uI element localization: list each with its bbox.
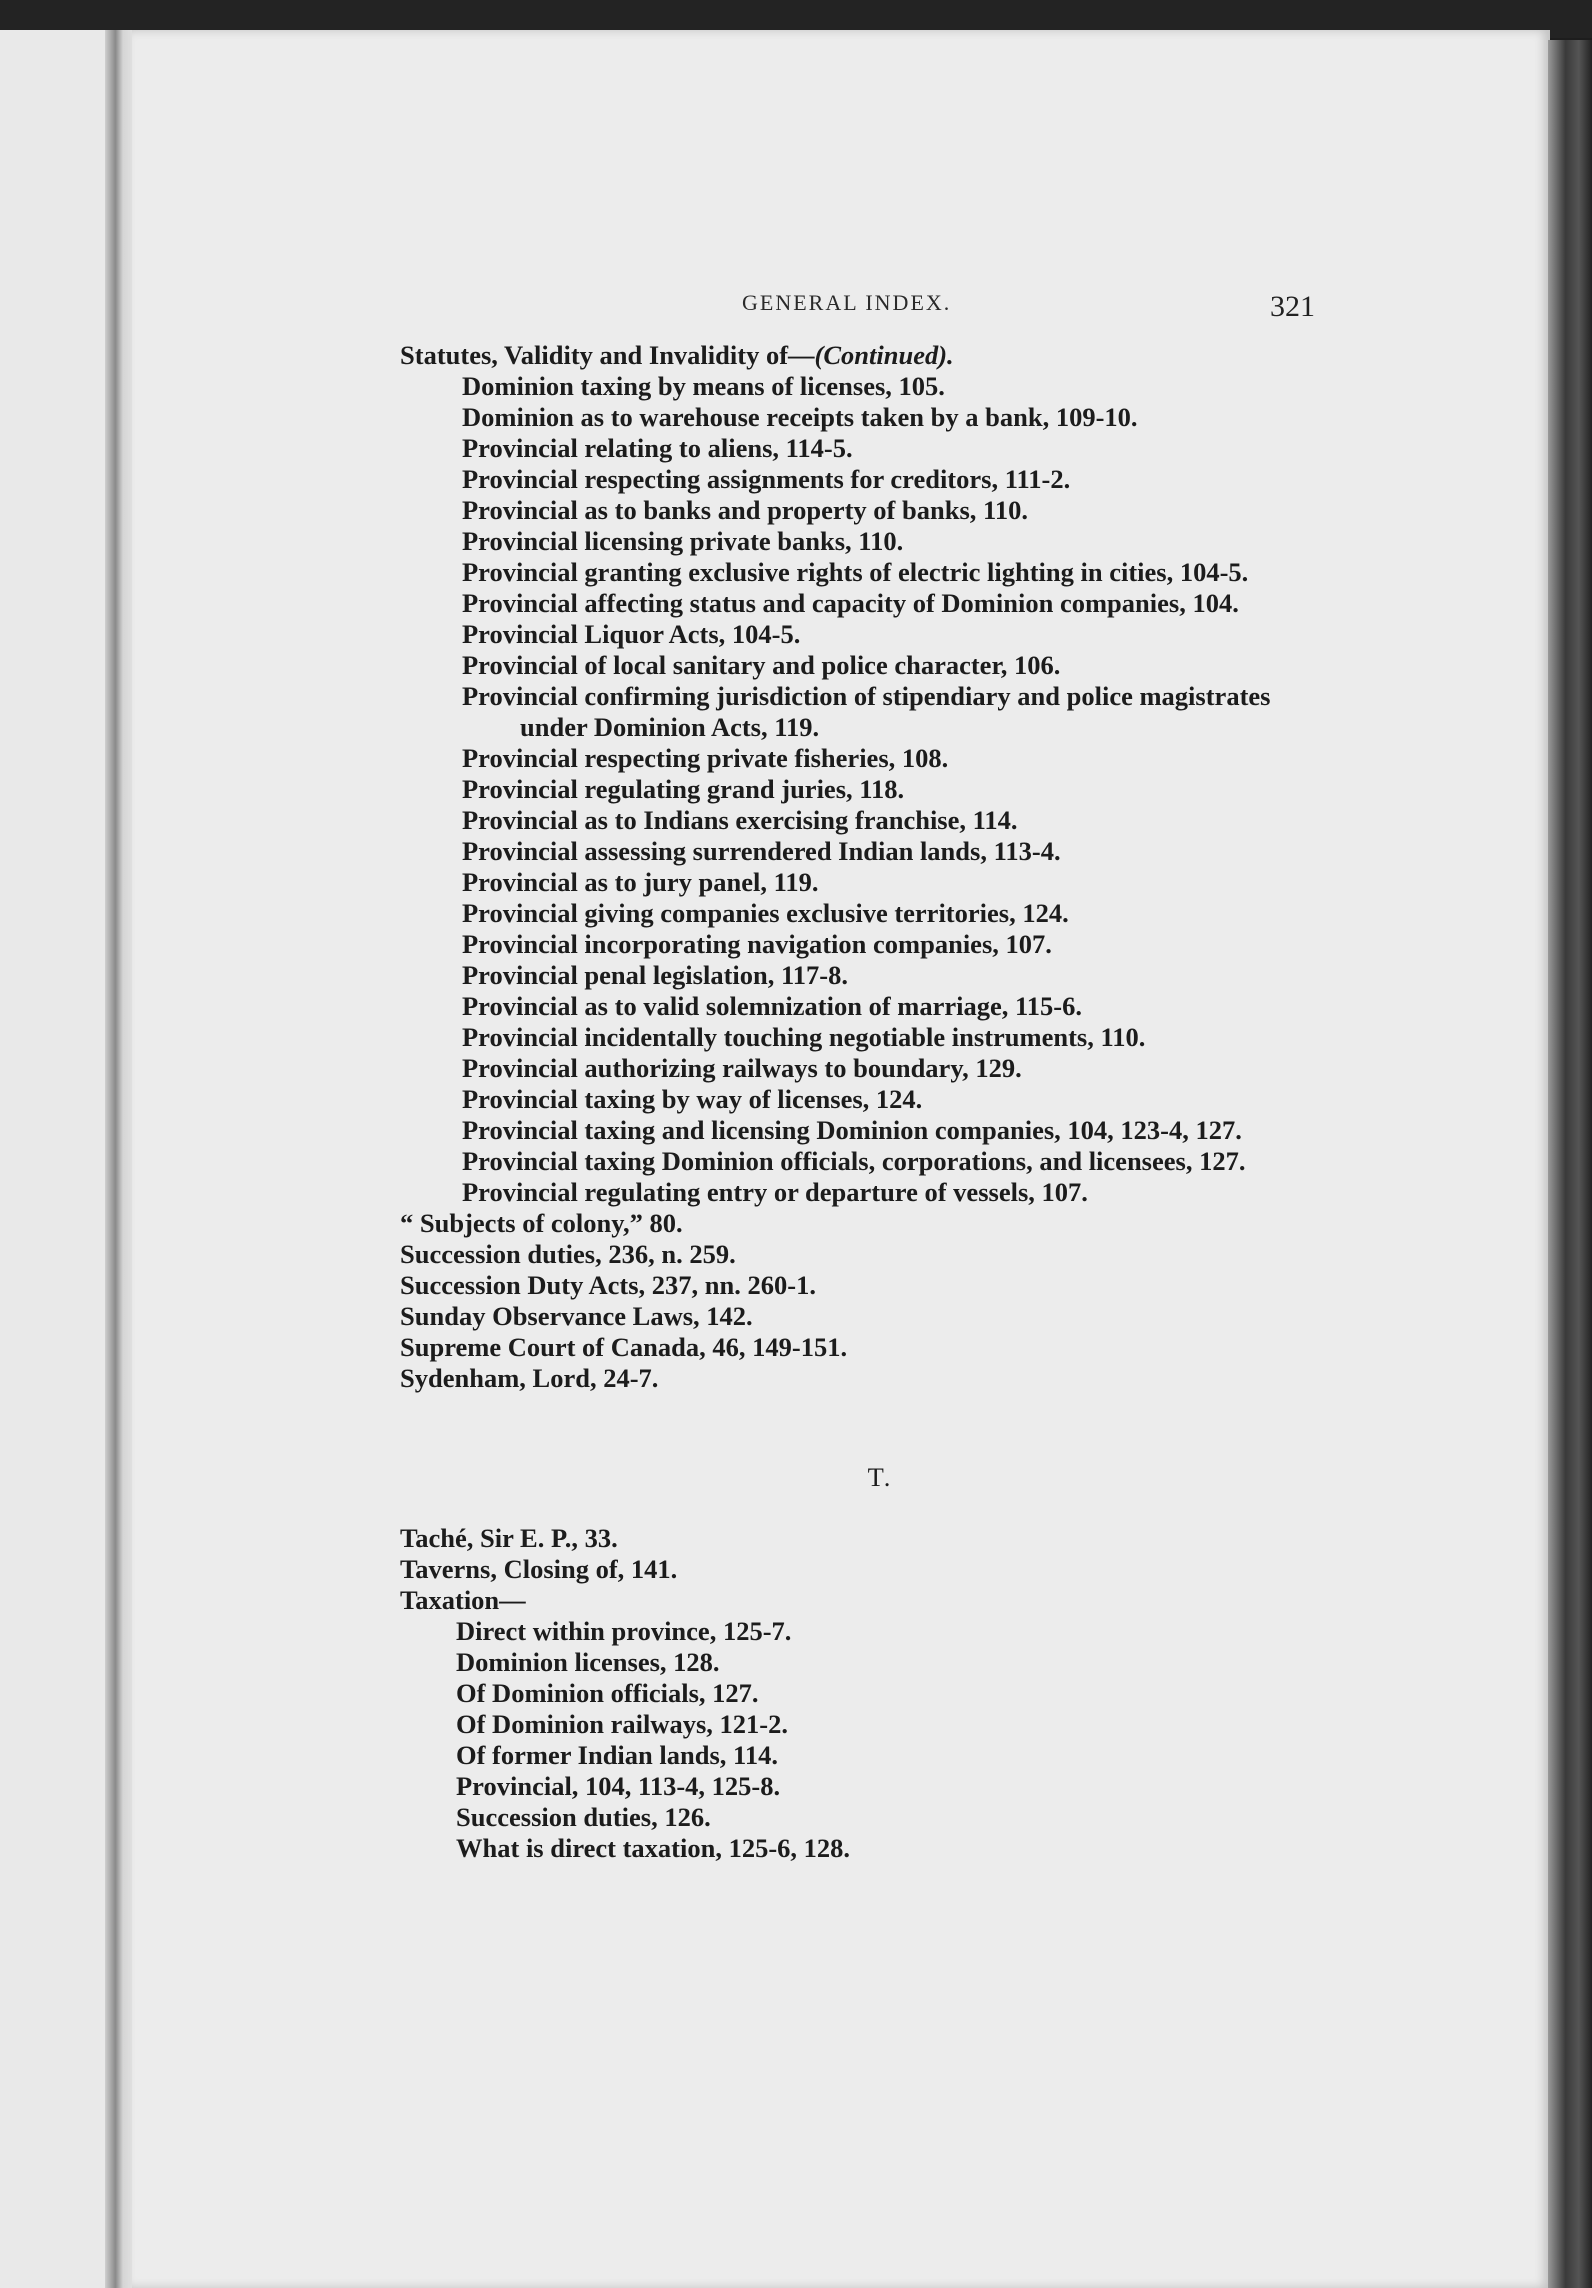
index-heading-statutes: [400, 340, 1320, 371]
index-subentry: Provincial granting exclusive rights of electric lighting in cities, 104-5.: [462, 557, 1249, 587]
index-subentry: Provincial giving companies exclusive territories, 124.: [462, 898, 1069, 928]
index-subentry: Provincial regulating entry or departure of vessels, 107.: [462, 1177, 1088, 1207]
index-subentry: Provincial assessing surrendered Indian lands, 113-4.: [462, 836, 1061, 866]
index-subentry: Provincial affecting status and capacity of Dominion companies, 104.: [462, 588, 1239, 618]
index-entry: Taverns, Closing of, 141.: [400, 1554, 678, 1584]
index-subentry: Provincial relating to aliens, 114-5.: [462, 433, 853, 463]
index-entry: “ Subjects of colony,” 80.: [400, 1208, 683, 1238]
index-subentry: Of Dominion railways, 121-2.: [456, 1709, 788, 1739]
continued-label: (Continued).: [814, 340, 954, 370]
index-subentry: Provincial incidentally touching negotiable instruments, 110.: [462, 1022, 1146, 1052]
index-body: [400, 340, 1320, 1864]
index-subentry: Direct within province, 125-7.: [456, 1616, 792, 1646]
index-subentry: Provincial confirming jurisdiction of stipendiary and police magistrates under Dominion Acts, 119.: [462, 681, 1271, 742]
index-entry: Taché, Sir E. P., 33.: [400, 1523, 618, 1553]
index-subentry: Provincial licensing private banks, 110.: [462, 526, 904, 556]
index-subentry: Provincial of local sanitary and police character, 106.: [462, 650, 1061, 680]
index-subentry: Provincial respecting private fisheries, 108.: [462, 743, 949, 773]
book-gutter: [105, 30, 135, 2288]
index-subentry: Of former Indian lands, 114.: [456, 1740, 778, 1770]
page-right-edge: [1548, 40, 1592, 2288]
index-subentry: What is direct taxation, 125-6, 128.: [456, 1833, 851, 1863]
index-subentry: Provincial as to jury panel, 119.: [462, 867, 819, 897]
index-entry: Sunday Observance Laws, 142.: [400, 1301, 753, 1331]
index-subentry: Dominion as to warehouse receipts taken by a bank, 109-10.: [462, 402, 1138, 432]
index-subentry: Provincial authorizing railways to boundary, 129.: [462, 1053, 1022, 1083]
index-subentry: Provincial taxing by way of licenses, 124.: [462, 1084, 923, 1114]
index-subentry: Provincial as to valid solemnization of marriage, 115-6.: [462, 991, 1082, 1021]
heading-text: Statutes, Validity and Invalidity of—: [400, 340, 815, 370]
index-entry: Supreme Court of Canada, 46, 149-151.: [400, 1332, 848, 1362]
index-subentry: Of Dominion officials, 127.: [456, 1678, 759, 1708]
page-number: 321: [1270, 290, 1315, 323]
index-heading-taxation: Taxation—: [400, 1585, 526, 1615]
facing-page-edge: [0, 30, 112, 2288]
index-entry: Succession Duty Acts, 237, nn. 260-1.: [400, 1270, 816, 1300]
index-subentry: Provincial respecting assignments for creditors, 111-2.: [462, 464, 1071, 494]
running-head: GENERAL INDEX.: [742, 290, 952, 315]
index-subentry: Provincial incorporating navigation companies, 107.: [462, 929, 1052, 959]
index-subentry: Provincial as to Indians exercising franchise, 114.: [462, 805, 1018, 835]
index-subentry: Provincial penal legislation, 117-8.: [462, 960, 848, 990]
index-entry: Succession duties, 236, n. 259.: [400, 1239, 736, 1269]
index-subentry: Provincial taxing and licensing Dominion companies, 104, 123-4, 127.: [462, 1115, 1242, 1145]
index-subentry: Provincial regulating grand juries, 118.: [462, 774, 905, 804]
index-subentry: Dominion licenses, 128.: [456, 1647, 720, 1677]
index-subentry: Provincial, 104, 113-4, 125-8.: [456, 1771, 781, 1801]
index-subentry: Dominion taxing by means of licenses, 105.: [462, 371, 945, 401]
index-subentry: Provincial Liquor Acts, 104-5.: [462, 619, 801, 649]
index-subentry: Succession duties, 126.: [456, 1802, 711, 1832]
section-letter: T.: [867, 1462, 893, 1492]
index-entry: Sydenham, Lord, 24-7.: [400, 1363, 659, 1393]
index-subentry: Provincial as to banks and property of banks, 110.: [462, 495, 1028, 525]
index-subentry: Provincial taxing Dominion officials, corporations, and licensees, 127.: [462, 1146, 1246, 1176]
